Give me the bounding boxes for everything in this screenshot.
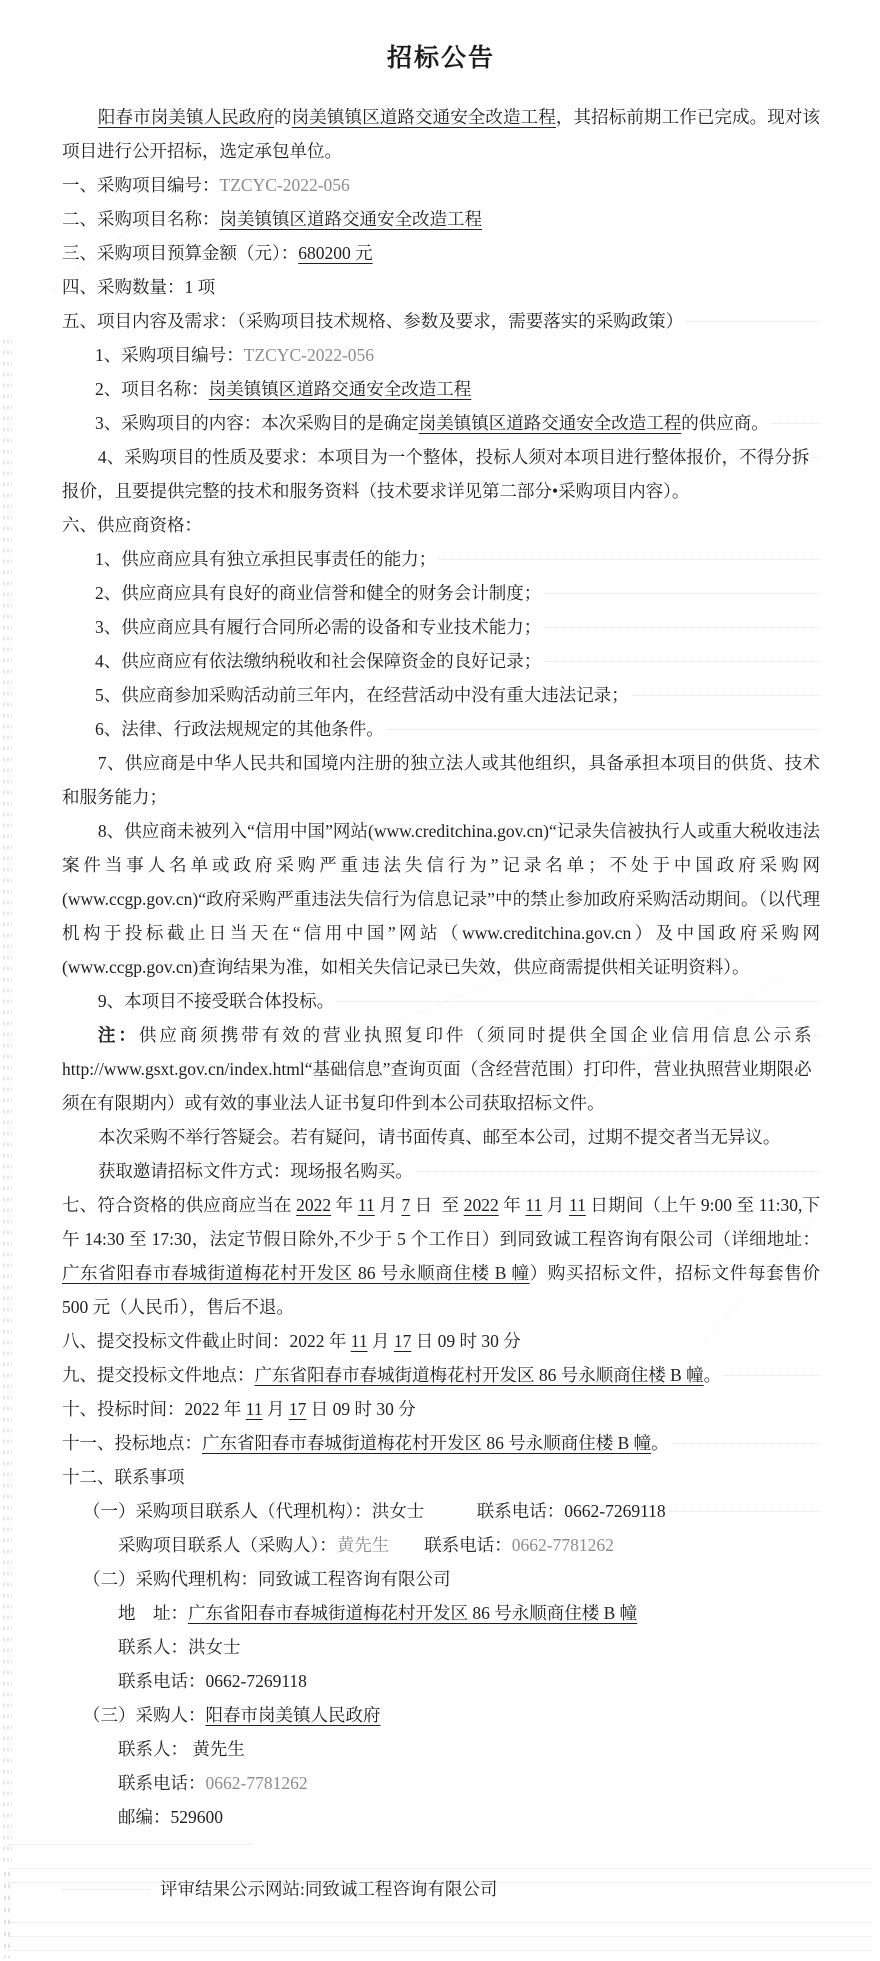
text-segment: 日 09 时 30 分 bbox=[306, 1399, 416, 1419]
purchaser-phone bbox=[62, 1766, 820, 1800]
contact-agency-org bbox=[62, 1562, 820, 1596]
text-segment: 联系电话： bbox=[118, 1773, 206, 1793]
line-text bbox=[95, 644, 541, 678]
contact-purchaser-person bbox=[62, 1528, 820, 1562]
line-text bbox=[62, 1120, 780, 1154]
section-7-document-purchase bbox=[62, 1188, 825, 1324]
item-6-9-no-consortium bbox=[62, 984, 820, 1018]
agency-address bbox=[62, 1596, 820, 1630]
text-segment: 月 bbox=[367, 1331, 394, 1351]
text-segment: 的 bbox=[274, 107, 292, 127]
line-text bbox=[62, 814, 820, 984]
underlined-field: 岗美镇镇区道路交通安全改造工程 bbox=[418, 413, 682, 433]
document-body bbox=[62, 100, 825, 1906]
section-2-project-name bbox=[62, 202, 820, 236]
item-6-6-other-conditions bbox=[62, 712, 820, 746]
underlined-field: 岗美镇镇区道路交通安全改造工程 bbox=[291, 107, 556, 127]
line-text bbox=[95, 610, 541, 644]
item-6-1-civil-liability bbox=[62, 542, 820, 576]
item-5-1-project-number bbox=[62, 338, 820, 372]
text-segment: 十一、投标地点： bbox=[62, 1433, 202, 1453]
text-segment: 年 bbox=[498, 1195, 526, 1215]
purchaser-contact-name bbox=[62, 1732, 820, 1766]
line-text bbox=[118, 1732, 245, 1766]
line-text bbox=[95, 338, 374, 372]
text-segment: 。 bbox=[703, 1365, 722, 1385]
text-segment: 评审结果公示网站:同致诚工程咨询有限公司 bbox=[160, 1879, 498, 1899]
section-6-supplier-qualifications bbox=[62, 508, 820, 542]
text-segment: 1、供应商应具有独立承担民事责任的能力； bbox=[95, 549, 437, 569]
text-segment: 0662-7781262 bbox=[511, 1535, 614, 1555]
item-6-7-legal-entity bbox=[62, 746, 820, 814]
text-segment: 黄先生 bbox=[336, 1535, 390, 1555]
line-text bbox=[118, 1800, 223, 1834]
text-segment: 4、供应商应有依法缴纳税收和社会保障资金的良好记录； bbox=[95, 651, 542, 671]
line-text bbox=[118, 1630, 241, 1664]
text-segment: 8、供应商未被列入“信用中国”网站(www.creditchina.gov.cn)“记录失信被执行人或重大税收违法案件当事人名单或政府采购严重违法失信行为”记录名单；不处于中国政府采购网(www.ccgp.gov.cn)“政府采购严重违法失信行为信息记录”中的禁止参加政府采购活动期间。（以代理机构于投标截止日当天在“信用中国”网站（www.creditchina.gov.cn）及中国政府采购网(www.ccgp.gov.cn)查询结果为准，如相关失信记录已失效，供应商需提供相关证明资料）。 bbox=[62, 821, 820, 977]
contact-agency-person bbox=[62, 1494, 820, 1528]
text-segment: 六、供应商资格： bbox=[62, 515, 202, 535]
line-text bbox=[83, 1698, 381, 1732]
underlined-field: 岗美镇镇区道路交通安全改造工程 bbox=[208, 379, 472, 399]
note-paragraph bbox=[62, 1018, 820, 1120]
underlined-field: 广东省阳春市春城街道梅花村开发区 86 号永顺商住楼 B 幢 bbox=[254, 1365, 704, 1385]
text-segment: 3、采购项目的内容：本次采购目的是确定 bbox=[95, 413, 419, 433]
text-segment: 三、采购项目预算金额（元）： bbox=[62, 243, 299, 263]
underlined-field: 岗美镇镇区道路交通安全改造工程 bbox=[219, 209, 482, 229]
text-segment: 。 bbox=[651, 1433, 669, 1453]
text-segment: 1、采购项目编号： bbox=[95, 345, 244, 365]
underlined-field: 广东省阳春市春城街道梅花村开发区 86 号永顺商住楼 B 幢 bbox=[62, 1263, 530, 1283]
line-text bbox=[62, 984, 334, 1018]
text-segment: 获取邀请招标文件方式：现场报名购买。 bbox=[97, 1161, 413, 1181]
underlined-field: 2022 bbox=[296, 1195, 332, 1215]
underlined-field: 广东省阳春市春城街道梅花村开发区 86 号永顺商住楼 B 幢 bbox=[188, 1603, 638, 1623]
text-segment: 注： bbox=[97, 1025, 139, 1045]
line-text bbox=[95, 678, 629, 712]
text-segment: 联系电话： bbox=[389, 1535, 512, 1555]
line-text bbox=[95, 372, 471, 406]
underlined-field: 阳春市岗美镇人民政府 bbox=[97, 107, 275, 127]
section-3-budget bbox=[62, 236, 820, 270]
item-6-3-equipment-capability bbox=[62, 610, 820, 644]
text-segment: 四、采购数量：1 项 bbox=[62, 277, 216, 297]
text-segment: （三）采购人： bbox=[83, 1705, 206, 1725]
underlined-field: 680200 元 bbox=[298, 243, 373, 263]
item-6-8-credit-china bbox=[62, 814, 820, 984]
item-6-4-tax-record bbox=[62, 644, 820, 678]
line-text bbox=[118, 1596, 637, 1630]
line-text bbox=[118, 1528, 614, 1562]
text-segment: 一、采购项目编号： bbox=[62, 175, 220, 195]
line-text bbox=[160, 1872, 497, 1906]
section-12-contacts bbox=[62, 1460, 820, 1494]
text-segment: 本次采购不举行答疑会。若有疑问，请书面传真、邮至本公司，过期不提交者当无异议。 bbox=[97, 1127, 781, 1147]
line-text bbox=[62, 270, 215, 304]
text-segment: 日 09 时 30 分 bbox=[411, 1331, 521, 1351]
section-1-project-number bbox=[62, 168, 820, 202]
line-text bbox=[62, 100, 820, 168]
text-segment: 联系人：洪女士 bbox=[118, 1637, 241, 1657]
text-segment: 十、投标时间：2022 年 bbox=[62, 1399, 246, 1419]
item-5-4-nature-requirements bbox=[62, 440, 820, 508]
underlined-field: 11 bbox=[357, 1195, 375, 1215]
text-segment: 月 bbox=[262, 1399, 289, 1419]
line-text bbox=[95, 712, 384, 746]
text-segment: 2、项目名称： bbox=[95, 379, 209, 399]
line-text bbox=[62, 202, 482, 236]
underlined-field: 2022 bbox=[463, 1195, 499, 1215]
line-text bbox=[83, 1494, 666, 1528]
agency-contact-name bbox=[62, 1630, 820, 1664]
text-segment: 供应商须携带有效的营业执照复印件（须同时提供全国企业信用信息公示系 http://www.gsxt.gov.cn/index.html“基础信息”查询页面（含经营范围）打印件，营业执照营业期限必须在有限期内）或有效的事业法人证书复印件到本公司获取招标文件。 bbox=[62, 1025, 816, 1113]
line-text bbox=[62, 1358, 721, 1392]
section-10-bid-time bbox=[62, 1392, 820, 1426]
underlined-field: 11 bbox=[350, 1331, 368, 1351]
text-segment: 二、采购项目名称： bbox=[62, 209, 220, 229]
line-text bbox=[83, 1562, 451, 1596]
text-segment: 采购项目联系人（采购人）： bbox=[118, 1535, 337, 1555]
no-qa-meeting bbox=[62, 1120, 820, 1154]
text-segment: 联系人： 黄先生 bbox=[118, 1739, 245, 1759]
purchaser-org bbox=[62, 1698, 820, 1732]
text-segment: 邮编：529600 bbox=[118, 1807, 223, 1827]
text-segment: TZCYC-2022-056 bbox=[219, 175, 350, 195]
underlined-field: 7 bbox=[401, 1195, 411, 1215]
text-segment: 五、项目内容及需求：（采购项目技术规格、参数及要求，需要落实的采购政策） bbox=[62, 311, 684, 331]
text-segment: 十二、联系事项 bbox=[62, 1467, 185, 1487]
item-5-3-project-content bbox=[62, 406, 820, 440]
text-segment: 7、供应商是中华人民共和国境内注册的独立法人或其他组织，具备承担本项目的供货、技术和服务能力； bbox=[62, 753, 820, 807]
item-6-2-commercial-reputation bbox=[62, 576, 820, 610]
line-text bbox=[62, 440, 809, 508]
underlined-field: 11 bbox=[245, 1399, 263, 1419]
section-8-submission-deadline bbox=[62, 1324, 820, 1358]
line-text bbox=[62, 746, 820, 814]
text-segment: 日 至 bbox=[410, 1195, 464, 1215]
section-4-quantity bbox=[62, 270, 820, 304]
page-title: 招标公告 bbox=[386, 45, 495, 72]
line-text bbox=[62, 236, 373, 270]
text-segment: 的供应商。 bbox=[681, 413, 769, 433]
item-5-2-project-name bbox=[62, 372, 820, 406]
line-text bbox=[62, 508, 202, 542]
underlined-field: 17 bbox=[288, 1399, 307, 1419]
purchaser-postcode bbox=[62, 1800, 820, 1834]
line-text bbox=[62, 1018, 816, 1120]
item-6-5-no-violation bbox=[62, 678, 820, 712]
text-segment: TZCYC-2022-056 bbox=[243, 345, 375, 365]
text-segment: ）购买招标文件，招标文件每套售价 500 元（人民币），售后不退。 bbox=[62, 1263, 825, 1317]
text-segment: 5、供应商参加采购活动前三年内，在经营活动中没有重大违法记录； bbox=[95, 685, 629, 705]
text-segment: 3、供应商应具有履行合同所必需的设备和专业技术能力； bbox=[95, 617, 542, 637]
line-text bbox=[95, 576, 541, 610]
agency-phone bbox=[62, 1664, 820, 1698]
text-segment: 九、提交投标文件地点： bbox=[62, 1365, 255, 1385]
line-text bbox=[118, 1664, 307, 1698]
line-text bbox=[62, 1324, 521, 1358]
line-text bbox=[62, 1188, 825, 1324]
text-segment: （二）采购代理机构：同致诚工程咨询有限公司 bbox=[83, 1569, 451, 1589]
text-segment: 日期间（上午 9:00 至 11:30,下午 14:30 至 17:30，法定节假日除外,不少于 5 个工作日）到同致诚工程咨询有限公司（详细地址： bbox=[62, 1195, 821, 1249]
text-segment: （一）采购项目联系人（代理机构）：洪女士 联系电话：0662-7269118 bbox=[83, 1501, 666, 1521]
text-segment: 9、本项目不接受联合体投标。 bbox=[97, 991, 335, 1011]
underlined-field: 广东省阳春市春城街道梅花村开发区 86 号永顺商住楼 B 幢 bbox=[202, 1433, 652, 1453]
underlined-field: 17 bbox=[393, 1331, 412, 1351]
section-11-bid-place bbox=[62, 1426, 820, 1460]
text-segment: 月 bbox=[374, 1195, 402, 1215]
line-text bbox=[62, 304, 683, 338]
intro-paragraph bbox=[62, 100, 820, 168]
obtain-method bbox=[62, 1154, 820, 1188]
text-segment: 0662-7781262 bbox=[205, 1773, 308, 1793]
text-segment: ，其招标前期工作已完成。现对该项目进行公开招标，选定承包单位。 bbox=[62, 107, 821, 161]
line-text bbox=[118, 1766, 308, 1800]
text-segment: 月 bbox=[542, 1195, 570, 1215]
text-segment: 2、供应商应具有良好的商业信誉和健全的财务会计制度； bbox=[95, 583, 542, 603]
section-5-content-requirements bbox=[62, 304, 820, 338]
text-segment: 八、提交投标文件截止时间：2022 年 bbox=[62, 1331, 351, 1351]
line-text bbox=[62, 168, 350, 202]
text-segment: 年 bbox=[331, 1195, 358, 1215]
line-text bbox=[95, 542, 436, 576]
line-text bbox=[62, 1426, 669, 1460]
line-text bbox=[95, 406, 769, 440]
text-segment: 6、法律、行政法规规定的其他条件。 bbox=[95, 719, 384, 739]
text-segment: 地 址： bbox=[118, 1603, 188, 1623]
line-text bbox=[62, 1460, 185, 1494]
text-segment: 4、采购项目的性质及要求：本项目为一个整体，投标人须对本项目进行整体报价，不得分拆报价，且要提供完整的技术和服务资料（技术要求详见第二部分•采购项目内容）。 bbox=[62, 447, 810, 501]
underlined-field: 11 bbox=[525, 1195, 543, 1215]
line-text bbox=[62, 1392, 416, 1426]
underlined-field: 11 bbox=[569, 1195, 586, 1215]
review-result-site bbox=[62, 1872, 820, 1906]
text-segment: 联系电话：0662-7269118 bbox=[118, 1671, 307, 1691]
underlined-field: 阳春市岗美镇人民政府 bbox=[205, 1705, 381, 1725]
text-segment: 七、符合资格的供应商应当在 bbox=[62, 1195, 297, 1215]
section-9-submission-place bbox=[62, 1358, 820, 1392]
line-text bbox=[62, 1154, 413, 1188]
